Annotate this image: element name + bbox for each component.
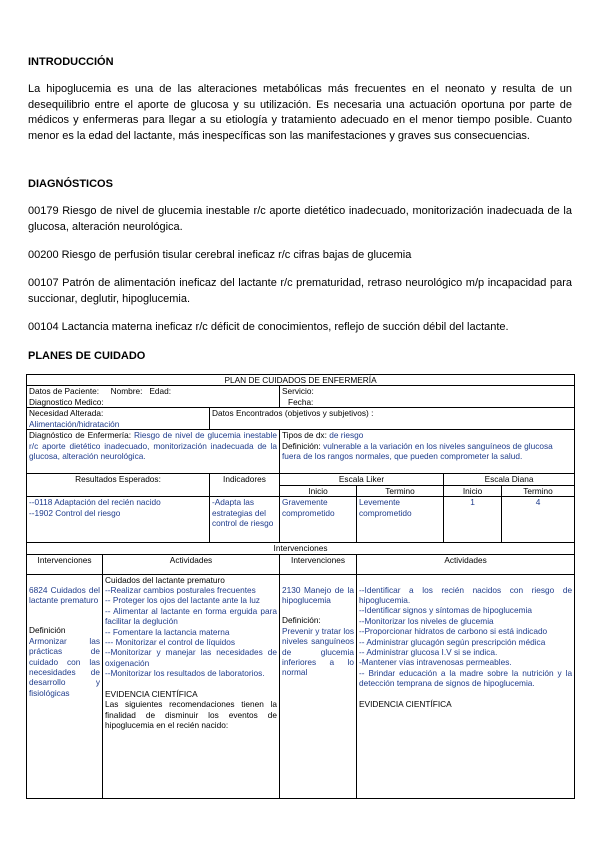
datos-paciente-label: Datos de Paciente: xyxy=(29,386,100,397)
diagnostico-item-1: 00179 Riesgo de nivel de glucemia inestable r/c aporte dietético inadecuado, monitorización inadecuada de la glucosa, alteración neurológica. xyxy=(28,205,572,233)
necesidad-label: Necesidad Alterada: xyxy=(29,408,104,419)
diag-value: Riesgo de nivel de glucemia inestable r/c aporte dietético inadecuado, monitorización inadecuada de la glucosa, alteración neurológica. xyxy=(29,430,277,462)
actividad-item: --Monitorizar y manejar las necesidades de oxigenación xyxy=(105,647,277,668)
col-intervenciones-2: Intervenciones xyxy=(280,554,357,574)
liker-termino-header: Termino xyxy=(357,485,444,496)
intervencion-2-cell xyxy=(280,574,357,798)
liker-termino-cell: Levemente comprometido xyxy=(357,497,444,543)
definicion-label: Definición: xyxy=(282,440,321,451)
actividad-item: --Identificar signos y síntomas de hipoglucemia xyxy=(359,605,532,616)
fecha-label: Fecha: xyxy=(288,396,314,407)
actividades-1-cell xyxy=(103,574,280,798)
care-plan-table xyxy=(26,374,575,799)
intro-heading: INTRODUCCIÓN xyxy=(28,56,114,68)
tipos-dx-cell xyxy=(280,430,575,474)
planes-heading: PLANES DE CUIDADO xyxy=(28,350,146,362)
diana-termino-header: Termino xyxy=(502,485,575,496)
escala-diana-header: Escala Diana xyxy=(444,474,575,485)
intervencion-1-def-label: Definición xyxy=(29,625,66,636)
actividad-item: -Mantener vías intravenosas permeables. xyxy=(359,657,512,668)
tipos-label: Tipos de dx: xyxy=(282,430,327,441)
actividad-item: --- Monitorizar el control de líquidos xyxy=(105,637,236,648)
col-actividades-2: Actividades xyxy=(357,554,575,574)
table-title: PLAN DE CUIDADOS DE ENFERMERÍA xyxy=(27,375,575,386)
diagnostico-medico-label: Diagnostico Medico: xyxy=(29,396,104,407)
necesidad-value: Alimentación/hidratación xyxy=(29,418,120,429)
tipos-value: de riesgo xyxy=(329,430,364,441)
actividad-item: --Monitorizar los niveles de glucemia xyxy=(359,615,494,626)
indicadores-cell: -Adapta las estrategias del control de riesgo xyxy=(210,497,280,543)
liker-inicio-cell: Gravemente comprometido xyxy=(280,497,357,543)
intervencion-1-code: 6824 Cuidados del lactante prematuro xyxy=(29,584,100,606)
diagnostico-item-4: 00104 Lactancia materna ineficaz r/c déficit de conocimientos, reflejo de succión débil del lactante. xyxy=(28,321,509,333)
liker-inicio-header: Inicio xyxy=(280,485,357,496)
intervencion-2-code: 2130 Manejo de la hipoglucemia xyxy=(282,584,354,606)
actividad-item: -- Administrar glucosa I.V si se indica. xyxy=(359,647,498,658)
diagnostico-item-3: 00107 Patrón de alimentación ineficaz del lactante r/c prematuridad, retraso neurológico m/p incapacidad para succionar, deglutir, hipoglucemia. xyxy=(28,277,572,305)
intervencion-1-def: Armonizar las prácticas de cuidado con las necesidades de desarrollo y fisiológicas xyxy=(29,635,100,698)
diana-inicio-cell: 1 xyxy=(444,497,502,543)
edad-label: Edad: xyxy=(149,386,172,397)
actividad-item: --Identificar a los recién nacidos con riesgo de hipoglucemia. xyxy=(359,584,573,606)
indicadores-header: Indicadores xyxy=(210,474,280,497)
resultados-cell xyxy=(27,497,210,543)
intervencion-2-def-label: Definición: xyxy=(282,615,321,626)
actividad-item: --Realizar cambios posturales frecuentes xyxy=(105,585,256,596)
intervencion-2-def: Prevenir y tratar los niveles sanguíneos de glucemia inferiores a lo normal xyxy=(282,625,354,678)
diagnosticos-heading: DIAGNÓSTICOS xyxy=(28,178,113,190)
intervenciones-section-header: Intervenciones xyxy=(27,543,575,554)
datos-encontrados-cell: Datos Encontrados (objetivos y subjetivos) : xyxy=(210,408,575,430)
resultado-item: --0118 Adaptación del recién nacido xyxy=(29,497,161,508)
escala-liker-header: Escala Liker xyxy=(280,474,444,485)
patient-data-cell xyxy=(27,386,280,408)
diagnostico-enfermeria-cell xyxy=(27,430,280,474)
col-actividades-1: Actividades xyxy=(103,554,280,574)
resultados-header: Resultados Esperados: xyxy=(27,474,210,497)
evidencia-1-text: Las siguientes recomendaciones tienen la finalidad de disminuir los eventos de hipoglucemia en el recién nacido: xyxy=(105,699,277,730)
service-cell xyxy=(280,386,575,408)
actividad-item: -- Proteger los ojos del lactante ante la luz xyxy=(105,595,260,606)
actividad-item: -- Alimentar al lactante en forma erguida para facilitar la deglución xyxy=(105,605,277,627)
resultado-item: --1902 Control del riesgo xyxy=(29,507,121,518)
diana-termino-cell: 4 xyxy=(502,497,575,543)
diana-inicio-header: Inicio xyxy=(444,485,502,496)
actividades-1-title: Cuidados del lactante prematuro xyxy=(105,574,225,585)
intro-paragraph: La hipoglucemia es una de las alteraciones metabólicas más frecuentes en el neonato y resulta de un desequilibrio entre el aporte de glucosa y su utilización. Es necesaria una actuación oportuna por parte de médicos y enfermeras para llegar a su etiología y tratamiento adecuado en el menor tiempo posible. Cuanto menor es la edad del lactante, más inespecíficas son las manifestaciones y graves sus consecuencias. xyxy=(28,83,572,142)
col-intervenciones-1: Intervenciones xyxy=(27,554,103,574)
definicion-value: vulnerable a la variación en los niveles sanguíneos de glucosa fuera de los rangos normales, que pueden comprometer la salud. xyxy=(282,440,553,462)
nombre-label: Nombre: xyxy=(110,386,143,397)
necesidad-cell xyxy=(27,408,210,430)
diagnostico-item-2: 00200 Riesgo de perfusión tisular cerebral ineficaz r/c cifras bajas de glucemia xyxy=(28,249,412,261)
actividad-item: -- Brindar educación a la madre sobre la nutrición y la detección temprana de signos de hipoglucemia. xyxy=(359,667,573,689)
actividad-item: --Proporcionar hidratos de carbono si está indicado xyxy=(359,626,548,637)
evidencia-2-heading: EVIDENCIA CIENTÍFICA xyxy=(359,698,452,709)
diag-label: Diagnóstico de Enfermería: xyxy=(29,430,131,441)
actividad-item: --Monitorizar los resultados de laboratorios. xyxy=(105,668,265,679)
servicio-label: Servicio: xyxy=(282,386,314,397)
intervencion-1-cell xyxy=(27,574,103,798)
actividad-item: -- Fomentare la lactancia materna xyxy=(105,626,230,637)
evidencia-1-heading: EVIDENCIA CIENTÍFICA xyxy=(105,688,198,699)
actividad-item: -- Administrar glucagón según prescripción médica xyxy=(359,636,546,647)
actividades-2-cell xyxy=(357,574,575,798)
